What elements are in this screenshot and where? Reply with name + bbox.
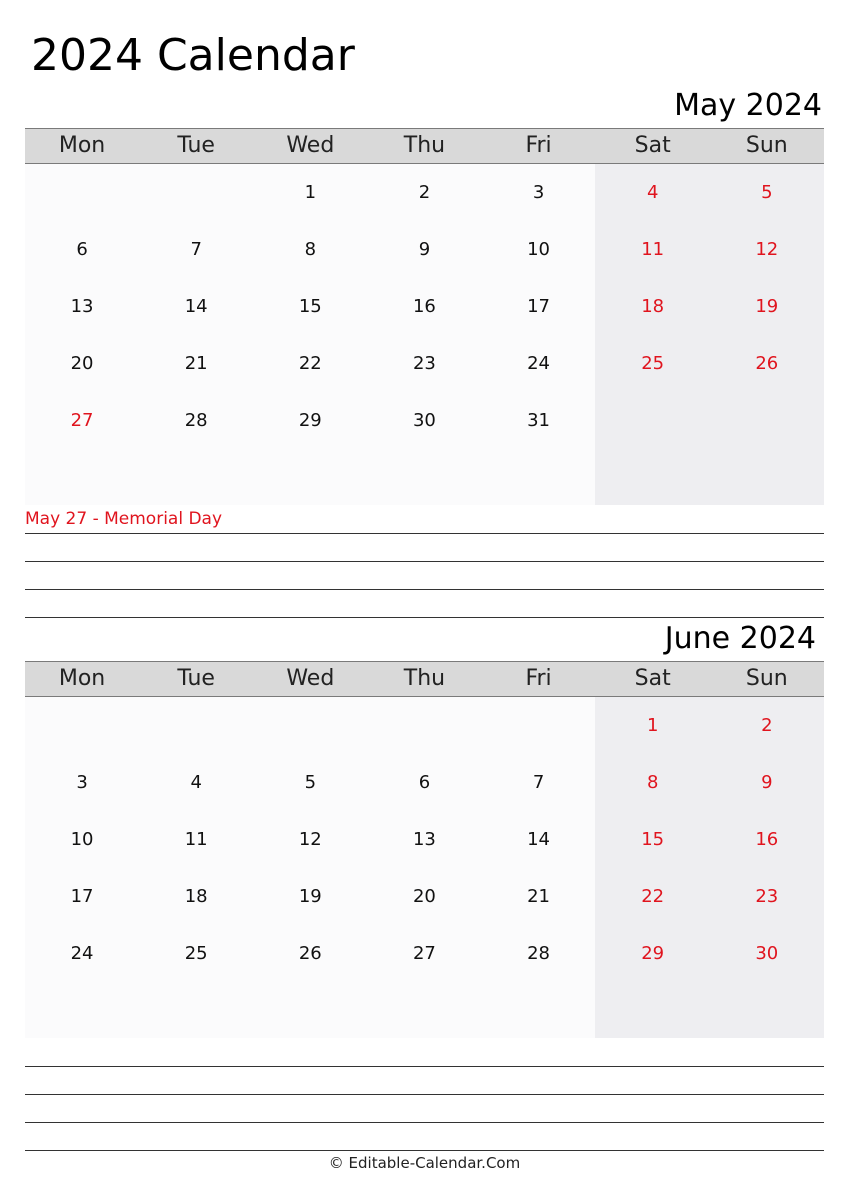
day-cell: 14: [184, 296, 208, 317]
day-cell: 26: [298, 943, 322, 964]
day-cell: 16: [412, 296, 436, 317]
weekday-mon: Mon: [58, 133, 106, 158]
day-cell: 10: [527, 239, 551, 260]
day-cell: 6: [76, 239, 88, 260]
day-cell: 6: [418, 772, 431, 793]
day-grid: [25, 697, 824, 982]
day-cell: 30: [755, 943, 779, 964]
weekday-thu: Thu: [403, 666, 446, 691]
weekday-sat: Sat: [634, 133, 671, 158]
month-june: [25, 0, 824, 1160]
day-cell: 31: [527, 410, 551, 431]
day-cell: 11: [184, 829, 208, 850]
day-cell: 1: [646, 715, 659, 736]
day-cell: 9: [418, 239, 431, 260]
day-cell: 19: [298, 886, 322, 907]
footer-credit: © Editable-Calendar.Com: [328, 1154, 521, 1172]
day-cell: 20: [70, 353, 94, 374]
weekday-fri: Fri: [525, 133, 552, 158]
weekday-fri: Fri: [525, 666, 552, 691]
empty-day-cell: [253, 697, 367, 754]
day-cell: 28: [184, 410, 208, 431]
weekday-sat: Sat: [634, 666, 671, 691]
day-cell: 8: [646, 772, 659, 793]
day-cell: 23: [412, 353, 436, 374]
day-cell: 26: [755, 353, 779, 374]
day-cell: 19: [755, 296, 779, 317]
note-line: [25, 1122, 824, 1123]
day-cell: 12: [298, 829, 322, 850]
note-line: [25, 1150, 824, 1151]
day-cell: 22: [298, 353, 322, 374]
day-cell: 12: [755, 239, 779, 260]
day-cell: 10: [70, 829, 94, 850]
day-cell: 16: [755, 829, 779, 850]
day-cell: 4: [190, 772, 202, 793]
weekday-wed: Wed: [286, 666, 335, 691]
day-cell: 4: [646, 182, 659, 203]
day-cell: 27: [70, 410, 94, 431]
day-cell: 24: [70, 943, 94, 964]
day-cell: 21: [527, 886, 551, 907]
day-cell: 28: [527, 943, 551, 964]
day-cell: 30: [412, 410, 436, 431]
month-title: May 2024: [674, 88, 822, 123]
note-line: [25, 1094, 824, 1095]
day-cell: 13: [70, 296, 94, 317]
day-cell: 25: [184, 943, 208, 964]
day-cell: 23: [755, 886, 779, 907]
page-title: 2024 Calendar: [31, 30, 355, 81]
day-cell: 15: [641, 829, 665, 850]
day-cell: 7: [190, 239, 202, 260]
day-cell: 11: [641, 239, 665, 260]
day-cell: 2: [761, 715, 773, 736]
weekday-mon: Mon: [58, 666, 106, 691]
day-cell: 17: [70, 886, 94, 907]
day-cell: 20: [412, 886, 436, 907]
empty-day-cell: [139, 697, 253, 754]
day-cell: 3: [76, 772, 88, 793]
day-cell: 13: [412, 829, 436, 850]
day-cell: 1: [304, 182, 317, 203]
weekday-tue: Tue: [177, 133, 215, 158]
day-cell: 17: [527, 296, 551, 317]
day-cell: 29: [298, 410, 322, 431]
weekday-thu: Thu: [403, 133, 446, 158]
day-cell: 5: [304, 772, 317, 793]
day-cell: 24: [527, 353, 551, 374]
day-cell: 25: [641, 353, 665, 374]
weekday-sun: Sun: [745, 133, 788, 158]
weekday-wed: Wed: [286, 133, 335, 158]
day-cell: 29: [641, 943, 665, 964]
day-cell: 27: [412, 943, 436, 964]
day-cell: 5: [761, 182, 773, 203]
holiday-note: May 27 - Memorial Day: [25, 509, 223, 529]
day-cell: 8: [304, 239, 317, 260]
day-cell: 15: [298, 296, 322, 317]
day-cell: 3: [532, 182, 545, 203]
month-title: June 2024: [664, 621, 816, 656]
day-cell: 18: [184, 886, 208, 907]
empty-day-cell: [482, 697, 596, 754]
empty-day-cell: [367, 697, 481, 754]
day-cell: 21: [184, 353, 208, 374]
weekday-tue: Tue: [177, 666, 215, 691]
day-cell: 7: [532, 772, 545, 793]
note-line: [25, 1066, 824, 1067]
weekday-sun: Sun: [745, 666, 788, 691]
empty-day-cell: [25, 697, 139, 754]
day-cell: 22: [641, 886, 665, 907]
day-cell: 18: [641, 296, 665, 317]
day-cell: 2: [418, 182, 431, 203]
day-cell: 14: [527, 829, 551, 850]
weekday-header: [25, 661, 824, 697]
day-cell: 9: [761, 772, 773, 793]
